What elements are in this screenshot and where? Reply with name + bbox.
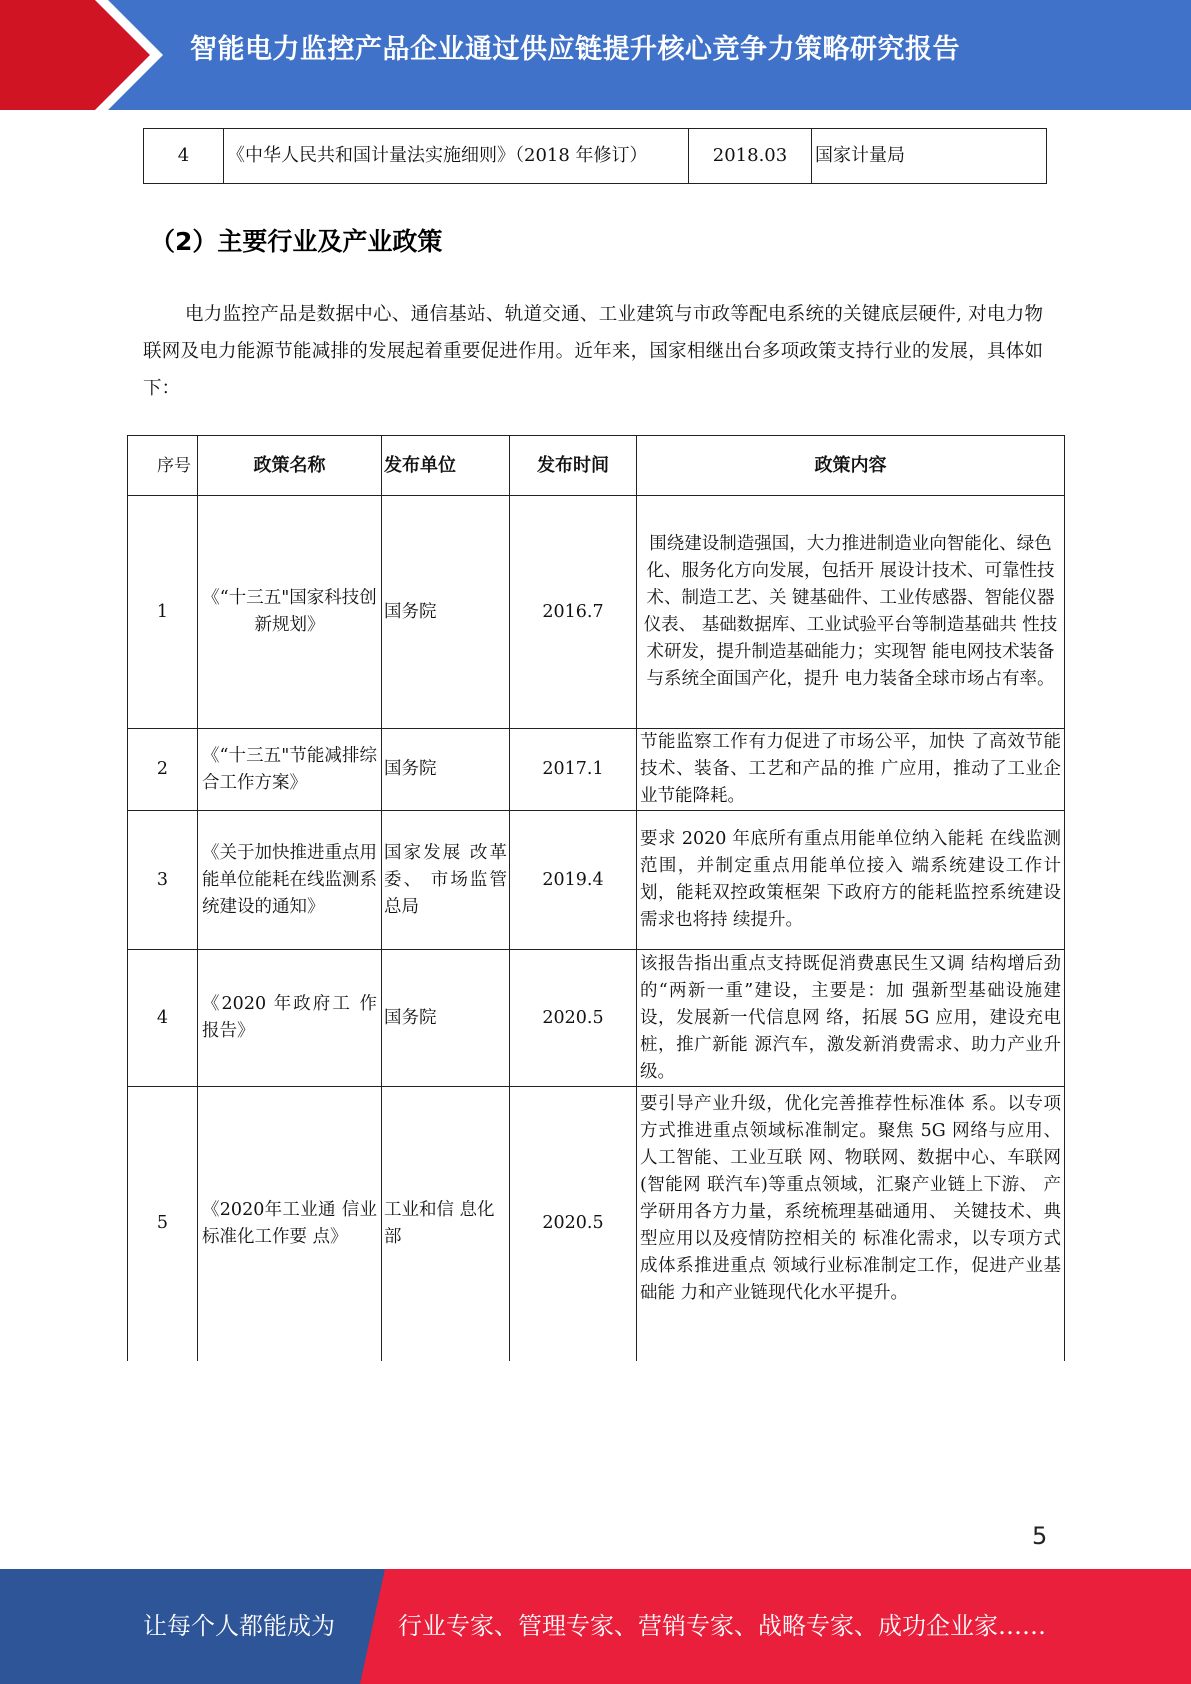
table-row [128, 1087, 1065, 1361]
policy-content: 要引导产业升级，优化完善推荐性标准体 系。以专项方式推进重点领域标准制定。聚焦 5G 网络与应用、人工智能、工业互联 网、物联网、数据中心、车联网(智能网 联汽车)等重点领域，汇聚产业链上下游、 产学研用各方力量，系统梳理基础通用、 关键技术、典型应用以及疫情防控相关的 标准化需求，以专项方式成体系推进重点 领域行业标准制定工作，促进产业基础能 力和产业链现代化水平提升。 [637, 1087, 1065, 1361]
table-header-row [128, 436, 1065, 496]
row-number: 4 [128, 950, 198, 1087]
policy-date: 2019.4 [510, 811, 637, 950]
policy-content: 围绕建设制造强国，大力推进制造业向智能化、绿色化、服务化方向发展，包括开 展设计技术、可靠性技术、制造工艺、关 键基础件、工业传感器、智能仪器仪表、 基础数据库、工业试验平台等制造基础共 性技术研发，提升制造基础能力；实现智 能电网技术装备与系统全面国产化，提升 电力装备全球市场占有率。 [637, 496, 1065, 729]
policy-name: 《“十三五"国家科技创新规划》 [198, 496, 382, 729]
policy-name: 《2020年工业通 信业标准化工作要 点》 [198, 1087, 382, 1361]
table-row [128, 950, 1065, 1087]
policy-issuer: 国家发展 改革委、 市场监管 总局 [382, 811, 510, 950]
footer-banner [0, 1569, 1191, 1684]
row-number: 2 [128, 729, 198, 811]
row-number: 5 [128, 1087, 198, 1361]
policy-content: 该报告指出重点支持既促消费惠民生又调 结构增后劲的“两新一重”建设，主要是：加 强新型基础设施建设，发展新一代信息网 络，拓展 5G 应用，建设充电桩，推广新能 源汽车，激发新消费需求、助力产业升级。 [637, 950, 1065, 1087]
table-row [128, 496, 1065, 729]
table-row [128, 811, 1065, 950]
row-number: 4 [144, 129, 224, 184]
report-title: 智能电力监控产品企业通过供应链提升核心竞争力策略研究报告 [190, 34, 960, 65]
header-seq: 序号 [128, 436, 198, 496]
regulation-issuer: 国家计量局 [812, 129, 1047, 184]
policy-issuer: 国务院 [382, 950, 510, 1087]
policy-content: 要求 2020 年底所有重点用能单位纳入能耗 在线监测范围，并制定重点用能单位接入 端系统建设工作计划，能耗双控政策框架 下政府方的能耗监控系统建设需求也将持 续提升。 [637, 811, 1065, 950]
footer-slogan-left: 让每个人都能成为 [143, 1612, 335, 1640]
header-content: 政策内容 [637, 436, 1065, 496]
policy-issuer: 工业和信 息化部 [382, 1087, 510, 1361]
policy-date: 2020.5 [510, 950, 637, 1087]
header-policy-name: 政策名称 [198, 436, 382, 496]
policy-name: 《“十三五"节能减排综合工作方案》 [198, 729, 382, 811]
section-heading: （2）主要行业及产业政策 [150, 227, 443, 256]
regulation-date: 2018.03 [689, 129, 812, 184]
policy-date: 2017.1 [510, 729, 637, 811]
policy-name: 《关于加快推进重点用能单位能耗在线监测系统建设的通知》 [198, 811, 382, 950]
policy-date: 2020.5 [510, 1087, 637, 1361]
policy-issuer: 国务院 [382, 496, 510, 729]
policy-issuer: 国务院 [382, 729, 510, 811]
table-row [144, 129, 1047, 184]
header-issuer: 发布单位 [382, 436, 510, 496]
page-number: 5 [1032, 1522, 1048, 1550]
policy-date: 2016.7 [510, 496, 637, 729]
regulation-name: 《中华人民共和国计量法实施细则》（2018 年修订） [224, 129, 689, 184]
header-date: 发布时间 [510, 436, 637, 496]
policy-name: 《2020 年政府工 作报告》 [198, 950, 382, 1087]
regulation-table [143, 128, 1047, 184]
policy-table [127, 435, 1065, 1361]
header-banner [0, 0, 1191, 110]
policy-content: 节能监察工作有力促进了市场公平，加快 了高效节能技术、装备、工艺和产品的推 广应用，推动了工业企业节能降耗。 [637, 729, 1065, 811]
intro-paragraph: 电力监控产品是数据中心、通信基站、轨道交通、工业建筑与市政等配电系统的关键底层硬件, 对电力物联网及电力能源节能减排的发展起着重要促进作用。近年来，国家相继出台多项政策支持行业的发展，具体如下： [143, 304, 1043, 399]
row-number: 1 [128, 496, 198, 729]
row-number: 3 [128, 811, 198, 950]
table-row [128, 729, 1065, 811]
footer-slogan-right: 行业专家、管理专家、营销专家、战略专家、成功企业家…… [398, 1612, 1046, 1640]
